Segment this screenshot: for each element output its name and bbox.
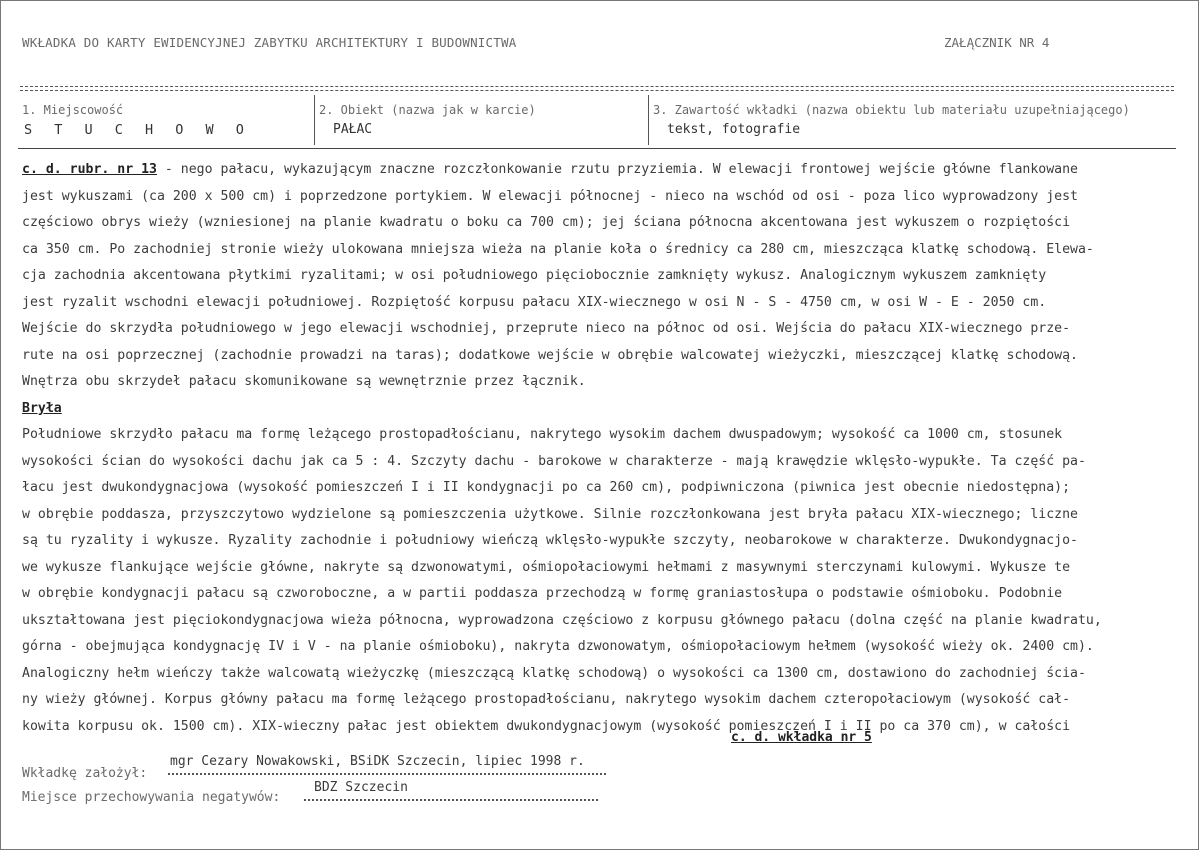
section-line: są tu ryzality i wykusze. Ryzality zachodnie i południowy wieńczą wklęsło-wypukłe szczyty, neobarokowe w charakterze. Dwukondygnacjo- xyxy=(22,533,1078,548)
section-line: wysokości ścian do wysokości dachu jak ca 5 : 4. Szczyty dachu - barokowe w charakterze - mają krawędzie wklęsło-wypukłe. Ta część pa- xyxy=(22,453,1086,469)
field-locality-value: S T U C H O W O xyxy=(24,122,251,138)
field-contents-value: tekst, fotografie xyxy=(667,122,801,137)
annex-number: ZAŁĄCZNIK NR 4 xyxy=(944,35,1050,50)
storage-value: BDZ Szczecin xyxy=(314,780,408,795)
storage-label: Miejsce przechowywania negatywów: xyxy=(22,790,281,805)
section-line: Analogiczny hełm wieńczy także walcowatą wieżyczkę (mieszczącą klatkę schodową) o wysokości ca 1300 cm, dostawiono do zachodniej ścia- xyxy=(22,665,1086,681)
field-object-value: PAŁAC xyxy=(333,122,373,137)
section-line: łacu jest dwukondygnacjowa (wysokość pomieszczeń I i II kondygnacji po ca 260 cm), podpiwniczona (piwnica jest obecnie niedostępna); xyxy=(22,480,1071,495)
field-object xyxy=(314,95,649,145)
fields-row xyxy=(18,95,1176,147)
storage-dotted-line xyxy=(304,799,598,801)
section-line: ny wieży głównej. Korpus główny pałacu ma formę leżącego prostopadłościanu, nakrytego wysokim dachem czteropołaciowym (wysokość cał- xyxy=(22,692,1071,707)
field-contents xyxy=(648,95,1177,145)
section-line: w obrębie poddasza, przyszczytowo wydzielone są pomieszczenia użytkowe. Silnie rozczłonkowana jest bryła pałacu XIX-wiecznego; liczne xyxy=(22,506,1078,522)
body-line: cja zachodnia akcentowana płytkimi ryzalitami; w osi południowego pięciobocznie zamknięty wykusz. Analogicznym wykuszem zamknięty xyxy=(22,268,1047,283)
section-line: kowita korpusu ok. 1500 cm). XIX-wieczny pałac jest obiektem dwukondygnacjowym (wysokość pomieszczeń I i II po ca 370 cm), w całości xyxy=(22,718,1071,734)
section-line: w obrębie kondygnacji pałacu są czworoboczne, a w partii poddasza przechodzą w formę graniastosłupa o podstawie ośmioboku. Podobnie xyxy=(22,586,1063,601)
divider-dashed-top xyxy=(20,86,1174,87)
card-title: WKŁADKA DO KARTY EWIDENCYJNEJ ZABYTKU ARCHITEKTURY I BUDOWNICTWA xyxy=(22,35,517,50)
continuation-reference: c. d. rubr. nr 13 xyxy=(22,162,157,177)
section-line: we wykusze flankujące wejście główne, nakryte są dzwonowatymi, ośmiopołaciowymi hełmami z masywnymi sterczynami kulowymi. Wykusze te xyxy=(22,559,1071,575)
body-line-text: - nego pałacu, wykazującym znaczne rozczłonkowanie rzutu przyziemia. W elewacji frontowej wejście główne flankowane xyxy=(156,162,1078,177)
body-text xyxy=(22,157,1180,740)
body-line: Wejście do skrzydła południowego w jego elewacji wschodniej, przeprute nieco na północ od osi. Wejścia do pałacu XIX-wiecznego prze- xyxy=(22,321,1071,336)
body-line: rute na osi poprzecznej (zachodnie prowadzi na taras); dodatkowe wejście w obrębie walcowatej wieżyczki, mieszczącej klatkę schodową. xyxy=(22,347,1078,363)
field-locality xyxy=(18,95,314,145)
body-line: jest wykuszami (ca 200 x 500 cm) i poprzedzone portykiem. W elewacji północnej - nieco na wschód od osi - poza lico wyprowadzony jest xyxy=(22,188,1078,204)
body-line xyxy=(22,157,1180,184)
field-locality-label: 1. Miejscowość xyxy=(22,103,124,117)
author-value: mgr Cezary Nowakowski, BSiDK Szczecin, lipiec 1998 r. xyxy=(170,754,585,769)
field-object-label: 2. Obiekt (nazwa jak w karcie) xyxy=(319,103,536,117)
body-line: częściowo obrys wieży (wzniesionej na planie kwadratu o boku ca 700 cm); jej ściana północna akcentowana jest wykuszem o rozpiętości xyxy=(22,215,1071,230)
section-line: górna - obejmująca kondygnację IV i V - na planie ośmioboku), nakryta dzwonowatym, ośmiopołaciowym hełmem (wysokość wieży ok. 2400 cm). xyxy=(22,639,1094,654)
continuation-note: c. d. wkładka nr 5 xyxy=(731,730,872,745)
field-contents-label: 3. Zawartość wkładki (nazwa obiektu lub materiału uzupełniającego) xyxy=(653,103,1130,117)
divider-dashed-bottom xyxy=(20,90,1174,91)
body-line: Wnętrza obu skrzydeł pałacu skomunikowane są wewnętrznie przez łącznik. xyxy=(22,374,586,389)
body-line: ca 350 cm. Po zachodniej stronie wieży ulokowana mniejsza wieża na planie koła o średnicy ca 280 cm, mieszcząca klatkę schodową. Elewa- xyxy=(22,241,1094,257)
author-label: Wkładkę założył: xyxy=(22,766,148,781)
divider-solid xyxy=(18,148,1176,149)
section-line: ukształtowana jest pięciokondygnacjowa wieża północna, wyprowadzona częściowo z korpusu głównego pałacu (dolna część na planie kwadratu, xyxy=(22,612,1102,628)
author-dotted-line xyxy=(168,773,606,775)
section-heading: Bryła xyxy=(22,400,62,416)
body-line: jest ryzalit wschodni elewacji południowej. Rozpiętość korpusu pałacu XIX-wiecznego w osi N - S - 4750 cm, w osi W - E - 2050 cm. xyxy=(22,294,1047,310)
section-line: Południowe skrzydło pałacu ma formę leżącego prostopadłościanu, nakrytego wysokim dachem dwuspadowym; wysokość ca 1000 cm, stosunek xyxy=(22,427,1063,442)
